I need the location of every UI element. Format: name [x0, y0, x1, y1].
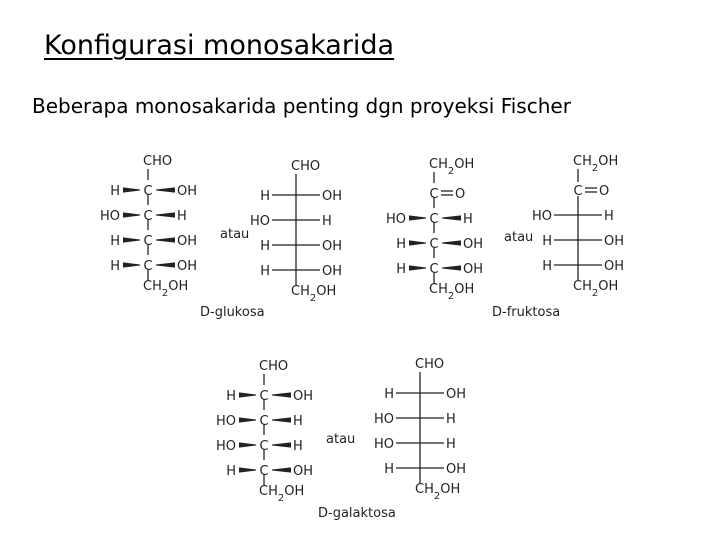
fruktosa-cross-left-substituent: H: [542, 259, 552, 274]
fruktosa-wedge-left-substituent: H: [396, 237, 406, 252]
glukosa-cross-left-substituent: H: [260, 189, 270, 204]
galaktosa-wedge-right-wedge: [272, 467, 291, 472]
galaktosa-wedge-chiral-carbon: C: [259, 439, 269, 454]
fruktosa-wedge-right-wedge: [442, 240, 461, 245]
galaktosa-cross-top-group: CHO: [415, 357, 445, 372]
galaktosa-wedge-right-wedge: [272, 442, 291, 447]
glukosa-cross-right-substituent: OH: [322, 189, 343, 204]
fruktosa-wedge-bottom-group: $CH_2OH$: [429, 282, 475, 302]
galaktosa-wedge-right-substituent: OH: [293, 389, 314, 404]
glukosa-wedge-bottom-group: $CH_2OH$: [143, 279, 189, 299]
galaktosa-wedge-chiral-carbon: C: [259, 464, 269, 479]
galaktosa-wedge-left-substituent: HO: [215, 439, 236, 454]
galaktosa-wedge-bottom-group: $CH_2OH$: [259, 484, 305, 504]
glukosa-wedge-right-wedge: [156, 187, 175, 192]
fruktosa-cross-left-substituent: H: [542, 234, 552, 249]
glukosa-wedge-chiral-carbon: C: [143, 234, 153, 249]
glukosa-cross-right-substituent: OH: [322, 264, 343, 279]
fruktosa-wedge-chiral-carbon: C: [429, 212, 439, 227]
connector-atau-galaktosa: atau: [326, 432, 356, 447]
page-subtitle: Beberapa monosakarida penting dgn proyeksi Fischer: [32, 94, 571, 118]
glukosa-wedge-right-substituent: OH: [177, 184, 198, 199]
fruktosa-wedge-left-substituent: H: [396, 262, 406, 277]
glukosa-cross-top-group: CHO: [291, 159, 321, 174]
galaktosa-cross-right-substituent: OH: [446, 462, 467, 477]
caption-d-galaktosa: D-galaktosa: [318, 506, 396, 521]
glukosa-wedge-left-substituent: HO: [99, 209, 120, 224]
galaktosa-cross-left-substituent: H: [384, 462, 394, 477]
glukosa-wedge-chiral-carbon: C: [143, 209, 153, 224]
galaktosa-wedge-left-wedge: [239, 392, 256, 397]
fruktosa-wedge-carbonyl-carbon: C: [429, 187, 439, 202]
fruktosa-cross-right-substituent: H: [604, 209, 614, 224]
glukosa-wedge-top-group: CHO: [143, 154, 173, 169]
fruktosa-cross-top-group: $CH_2OH$: [573, 154, 619, 174]
galaktosa-wedge-left-wedge: [239, 467, 256, 472]
galaktosa-wedge-right-substituent: H: [293, 439, 303, 454]
glukosa-cross-right-substituent: H: [322, 214, 332, 229]
fruktosa-wedge-chiral-carbon: C: [429, 237, 439, 252]
glukosa-wedge-left-substituent: H: [110, 184, 120, 199]
galaktosa-cross-right-substituent: OH: [446, 387, 467, 402]
fruktosa-cross-carbonyl-carbon: C: [573, 184, 583, 199]
fruktosa-cross-right-substituent: OH: [604, 259, 625, 274]
galaktosa-wedge-chiral-carbon: C: [259, 414, 269, 429]
glukosa-wedge-right-substituent: H: [177, 209, 187, 224]
caption-d-glukosa: D-glukosa: [200, 305, 265, 320]
fruktosa-wedge-top-group: $CH_2OH$: [429, 157, 475, 177]
caption-d-fruktosa: D-fruktosa: [492, 305, 561, 320]
galaktosa-wedge-left-wedge: [239, 442, 256, 447]
fruktosa-wedge-carbonyl-oxygen: O: [455, 187, 466, 202]
galaktosa-wedge-right-substituent: OH: [293, 464, 314, 479]
galaktosa-wedge-right-wedge: [272, 392, 291, 397]
glukosa-wedge-left-wedge: [123, 262, 140, 267]
page-title: Konfigurasi monosakarida: [44, 30, 395, 61]
fruktosa-cross-right-substituent: OH: [604, 234, 625, 249]
galaktosa-wedge-top-group: CHO: [259, 359, 289, 374]
galaktosa-wedge-right-substituent: H: [293, 414, 303, 429]
glukosa-cross-right-substituent: OH: [322, 239, 343, 254]
glukosa-wedge-right-wedge: [156, 262, 175, 267]
connector-atau-glukosa: atau: [220, 227, 250, 242]
glukosa-wedge-left-substituent: H: [110, 234, 120, 249]
fruktosa-wedge-left-substituent: HO: [385, 212, 406, 227]
galaktosa-wedge-right-wedge: [272, 417, 291, 422]
connector-atau-fruktosa: atau: [504, 230, 534, 245]
fruktosa-wedge-right-wedge: [442, 265, 461, 270]
glukosa-wedge-chiral-carbon: C: [143, 259, 153, 274]
fruktosa-cross-carbonyl-oxygen: O: [599, 184, 610, 199]
fruktosa-wedge-right-substituent: OH: [463, 262, 484, 277]
galaktosa-wedge-left-substituent: H: [226, 464, 236, 479]
galaktosa-cross-right-substituent: H: [446, 412, 456, 427]
glukosa-wedge-left-wedge: [123, 187, 140, 192]
glukosa-wedge-right-substituent: OH: [177, 234, 198, 249]
fruktosa-wedge-left-wedge: [409, 215, 426, 220]
glukosa-cross-left-substituent: HO: [249, 214, 270, 229]
galaktosa-wedge-left-substituent: H: [226, 389, 236, 404]
galaktosa-wedge-left-wedge: [239, 417, 256, 422]
glukosa-cross-left-substituent: H: [260, 239, 270, 254]
galaktosa-cross-right-substituent: H: [446, 437, 456, 452]
fruktosa-wedge-left-wedge: [409, 265, 426, 270]
galaktosa-wedge-chiral-carbon: C: [259, 389, 269, 404]
glukosa-wedge-right-wedge: [156, 237, 175, 242]
fruktosa-wedge-chiral-carbon: C: [429, 262, 439, 277]
glukosa-wedge-right-substituent: OH: [177, 259, 198, 274]
galaktosa-cross-left-substituent: H: [384, 387, 394, 402]
fruktosa-wedge-left-wedge: [409, 240, 426, 245]
glukosa-wedge-left-wedge: [123, 212, 140, 217]
galaktosa-cross-bottom-group: $CH_2OH$: [415, 482, 461, 502]
glukosa-wedge-right-wedge: [156, 212, 175, 217]
fruktosa-cross-left-substituent: HO: [531, 209, 552, 224]
galaktosa-cross-left-substituent: HO: [373, 437, 394, 452]
glukosa-cross-left-substituent: H: [260, 264, 270, 279]
glukosa-wedge-chiral-carbon: C: [143, 184, 153, 199]
galaktosa-cross-left-substituent: HO: [373, 412, 394, 427]
glukosa-wedge-left-substituent: H: [110, 259, 120, 274]
fruktosa-cross-bottom-group: $CH_2OH$: [573, 279, 619, 299]
glukosa-cross-bottom-group: $CH_2OH$: [291, 284, 337, 304]
fruktosa-wedge-right-substituent: H: [463, 212, 473, 227]
glukosa-wedge-left-wedge: [123, 237, 140, 242]
galaktosa-wedge-left-substituent: HO: [215, 414, 236, 429]
fruktosa-wedge-right-substituent: OH: [463, 237, 484, 252]
fruktosa-wedge-right-wedge: [442, 215, 461, 220]
